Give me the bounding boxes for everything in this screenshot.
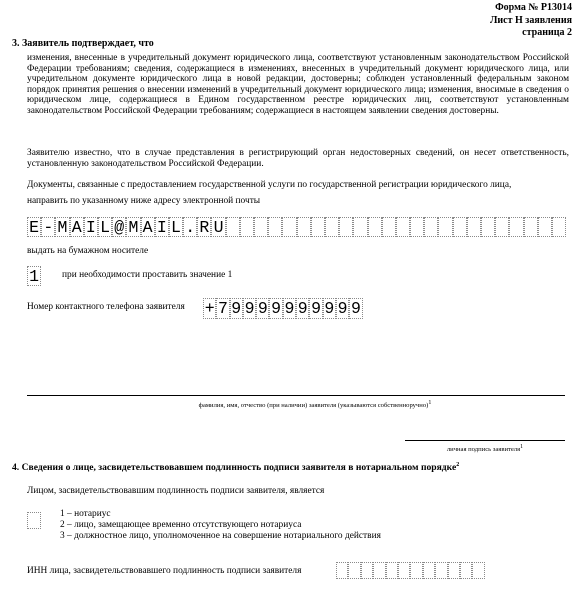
email-cell[interactable] bbox=[311, 217, 325, 237]
phone-input[interactable] bbox=[203, 298, 363, 319]
inn-cell[interactable] bbox=[472, 562, 484, 579]
email-cell[interactable] bbox=[467, 217, 481, 237]
email-cell[interactable] bbox=[538, 217, 552, 237]
inn-cell[interactable] bbox=[448, 562, 460, 579]
email-cell[interactable]: L bbox=[98, 217, 112, 237]
phone-cell[interactable]: 9 bbox=[311, 299, 321, 318]
email-cell[interactable] bbox=[424, 217, 438, 237]
email-cell[interactable] bbox=[524, 217, 538, 237]
inn-cell[interactable] bbox=[410, 562, 422, 579]
paper-hint: при необходимости проставить значение 1 bbox=[62, 270, 233, 280]
phone-cell[interactable]: 9 bbox=[257, 299, 268, 318]
confirmation-paragraph: изменения, внесенные в учредительный документ юридического лица, соответствуют установленным законодательством Российской Федерации требованиям; сведения, содержащиеся в изменениях, внесенных в учредительный документ юридического лица, или учредительном документе юридического лица в новой редакции, достоверны; соблюден установленный федеральным законом порядок принятия решения о внесении изменений в учредительный документ юридического лица; изменения, вносимые в сведения о юридическом лице, содержащиеся в Едином государственном реестре юридических лиц, соответствуют установленным законодательством Российской Федерации требованиям; содержащиеся в настоящем заявлении сведения достоверны. bbox=[27, 53, 569, 116]
email-cell[interactable]: R bbox=[197, 217, 211, 237]
inn-cell[interactable] bbox=[423, 562, 435, 579]
phone-cell[interactable]: 9 bbox=[297, 299, 308, 318]
inn-cell[interactable] bbox=[398, 562, 410, 579]
email-cell[interactable]: E bbox=[27, 217, 41, 237]
inn-label: ИНН лица, засвидетельствовавшего подлинность подписи заявителя bbox=[27, 566, 302, 576]
form-number: Форма № Р13014 bbox=[495, 2, 572, 13]
email-cell[interactable] bbox=[382, 217, 396, 237]
notary-type-input[interactable] bbox=[27, 512, 41, 529]
email-cell[interactable] bbox=[453, 217, 467, 237]
email-cell[interactable] bbox=[552, 217, 566, 237]
inn-cell[interactable] bbox=[361, 562, 373, 579]
page-label: страница 2 bbox=[522, 27, 572, 38]
phone-cell[interactable]: 7 bbox=[217, 299, 228, 318]
email-cell[interactable] bbox=[509, 217, 523, 237]
inn-cell[interactable] bbox=[460, 562, 472, 579]
phone-cell[interactable]: 9 bbox=[231, 299, 242, 318]
email-cell[interactable]: I bbox=[84, 217, 98, 237]
phone-cell[interactable]: 9 bbox=[337, 299, 348, 318]
inn-cell[interactable] bbox=[435, 562, 447, 579]
phone-cell[interactable]: 9 bbox=[284, 299, 295, 318]
phone-cell[interactable]: 9 bbox=[350, 299, 361, 318]
paper-input[interactable] bbox=[27, 266, 41, 286]
phone-cell[interactable]: 9 bbox=[324, 299, 335, 318]
section4-subtitle: Лицом, засвидетельствовавшим подлинность подписи заявителя, является bbox=[27, 486, 325, 496]
inn-cell[interactable] bbox=[373, 562, 385, 579]
email-cell[interactable] bbox=[325, 217, 339, 237]
section4-title: 4. Сведения о лице, засвидетельствовавшем подлинность подписи заявителя в нотариальном порядке$^2$ bbox=[12, 462, 460, 474]
inn-cell[interactable] bbox=[336, 562, 348, 579]
phone-label: Номер контактного телефона заявителя bbox=[27, 302, 185, 312]
email-label: направить по указанному ниже адресу электронной почты bbox=[27, 196, 261, 206]
option-official: 3 – должностное лицо, уполномоченное на совершение нотариального действия bbox=[60, 531, 381, 541]
notary-type-cell[interactable] bbox=[27, 512, 41, 529]
email-cell[interactable]: L bbox=[169, 217, 183, 237]
email-cell[interactable]: A bbox=[141, 217, 155, 237]
email-cell[interactable] bbox=[410, 217, 424, 237]
signature-caption: личная подпись заявителя1 bbox=[446, 444, 524, 454]
documents-text: Документы, связанные с предоставлением государственной услуги по государственной регистрации юридического лица, bbox=[27, 180, 512, 190]
email-cell[interactable] bbox=[282, 217, 296, 237]
email-cell[interactable] bbox=[481, 217, 495, 237]
section3-title: 3. Заявитель подтверждает, что bbox=[12, 38, 154, 49]
fio-line bbox=[27, 395, 565, 396]
inn-input[interactable] bbox=[336, 562, 485, 579]
inn-cell[interactable] bbox=[348, 562, 360, 579]
email-cell[interactable]: M bbox=[55, 217, 69, 237]
option-substitute: 2 – лицо, замещающее временно отсутствующего нотариуса bbox=[60, 520, 302, 530]
email-cell[interactable]: U bbox=[211, 217, 225, 237]
signature-line[interactable] bbox=[405, 440, 565, 441]
liability-paragraph: Заявителю известно, что в случае представления в регистрирующий орган недостоверных сведений, он несет ответственность, установленную законодательством Российской Федерации. bbox=[27, 148, 569, 169]
email-cell[interactable]: . bbox=[183, 217, 197, 237]
email-cell[interactable]: A bbox=[70, 217, 84, 237]
option-notary: 1 – нотариус bbox=[60, 509, 111, 519]
email-cell[interactable] bbox=[339, 217, 353, 237]
email-cell[interactable] bbox=[368, 217, 382, 237]
sheet-label: Лист Н заявления bbox=[489, 15, 572, 26]
email-cell[interactable] bbox=[226, 217, 240, 237]
email-cell[interactable] bbox=[396, 217, 410, 237]
email-cell[interactable]: - bbox=[41, 217, 55, 237]
email-cell[interactable]: M bbox=[126, 217, 140, 237]
phone-cell[interactable]: 9 bbox=[244, 299, 255, 318]
inn-cell[interactable] bbox=[386, 562, 398, 579]
paper-cell[interactable]: 1 bbox=[27, 266, 41, 286]
email-cell[interactable] bbox=[297, 217, 311, 237]
phone-cell[interactable]: + bbox=[204, 299, 215, 318]
fio-caption: фамилия, имя, отчество (при наличии) заявителя (указываются собственноручно)1 bbox=[198, 400, 432, 410]
email-cell[interactable] bbox=[268, 217, 282, 237]
email-cell[interactable] bbox=[240, 217, 254, 237]
email-cell[interactable] bbox=[495, 217, 509, 237]
email-cell[interactable]: @ bbox=[112, 217, 126, 237]
email-cell[interactable]: I bbox=[155, 217, 169, 237]
email-cell[interactable] bbox=[438, 217, 452, 237]
email-cell[interactable] bbox=[353, 217, 367, 237]
email-cell[interactable] bbox=[254, 217, 268, 237]
paper-label: выдать на бумажном носителе bbox=[27, 246, 149, 256]
phone-cell[interactable]: 9 bbox=[271, 299, 282, 318]
email-input[interactable] bbox=[27, 217, 566, 237]
